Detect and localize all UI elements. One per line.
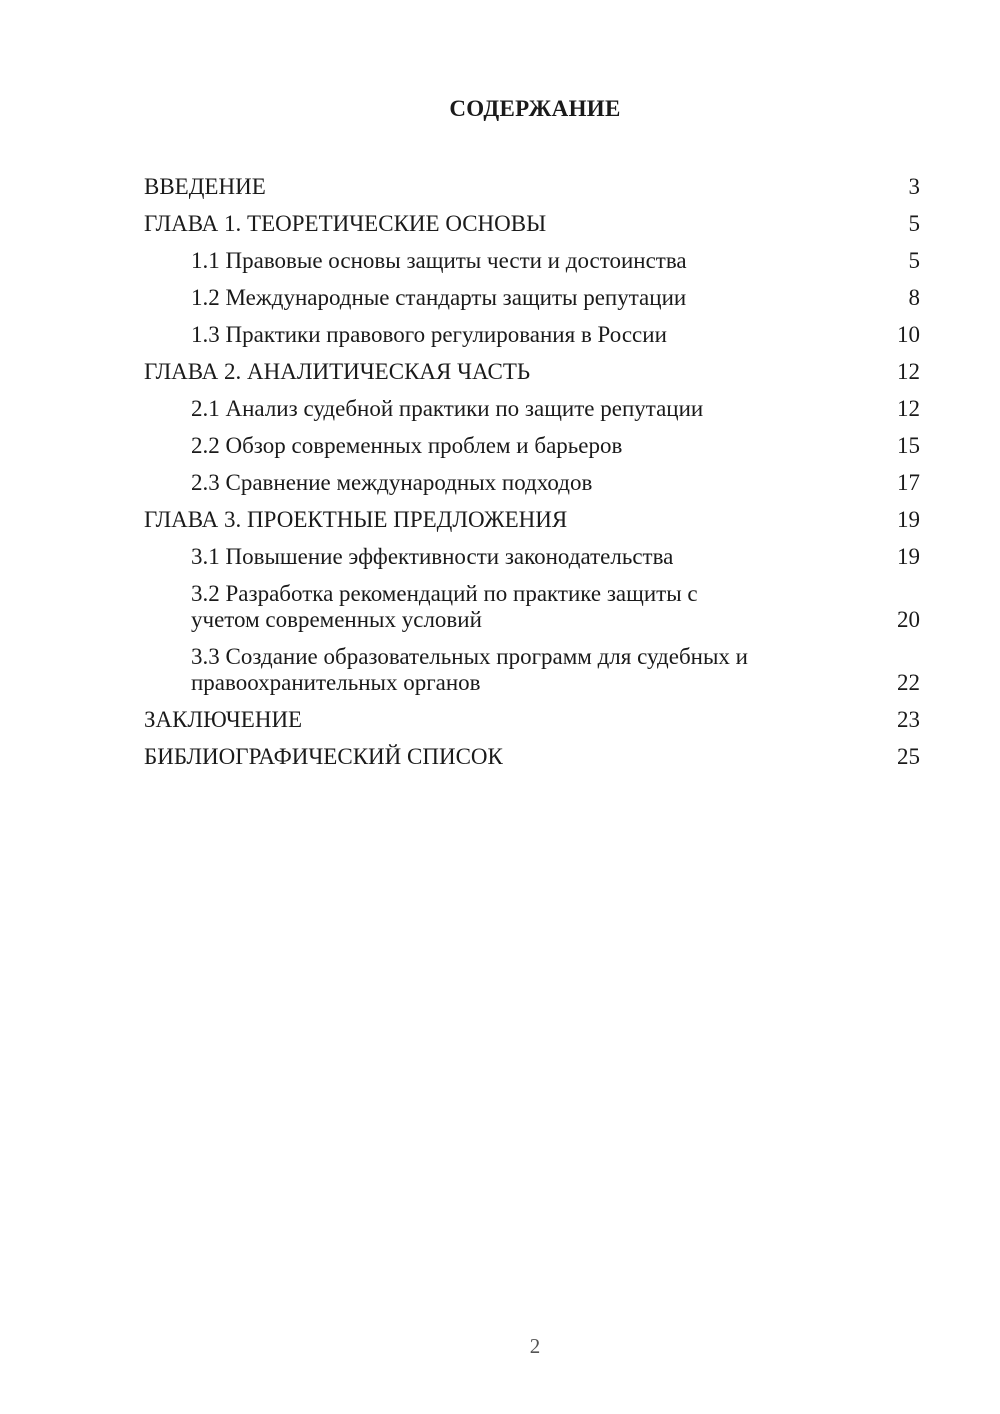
toc-entry-page: 19 (897, 544, 920, 569)
toc-entry-text: ВВЕДЕНИЕ (144, 174, 266, 199)
toc-entry-conclusion (144, 702, 920, 739)
toc-entry-chapter-2 (144, 354, 920, 391)
table-of-contents (144, 169, 920, 776)
toc-entry-text: ГЛАВА 2. АНАЛИТИЧЕСКАЯ ЧАСТЬ (144, 359, 531, 384)
toc-entry-page: 5 (908, 211, 920, 236)
toc-entry-section-3-2 (144, 576, 920, 639)
toc-entry-text: 1.1 Правовые основы защиты чести и достоинства (191, 248, 687, 273)
toc-title: СОДЕРЖАНИЕ (449, 96, 621, 121)
toc-entry-bibliography (144, 739, 920, 776)
toc-entry-page: 19 (897, 507, 920, 532)
toc-entry-section-1-3 (144, 317, 920, 354)
toc-entry-text: ГЛАВА 1. ТЕОРЕТИЧЕСКИЕ ОСНОВЫ (144, 211, 547, 236)
toc-entry-page: 12 (897, 396, 920, 421)
toc-entry-page: 8 (908, 285, 920, 310)
toc-entry-text: ЗАКЛЮЧЕНИЕ (144, 707, 303, 732)
toc-entry-text: 2.2 Обзор современных проблем и барьеров (191, 433, 623, 458)
toc-entry-page: 3 (908, 174, 920, 199)
toc-entry-section-2-3 (144, 465, 920, 502)
toc-entry-page: 12 (897, 359, 920, 384)
toc-entry-chapter-3 (144, 502, 920, 539)
toc-entry-page: 5 (908, 248, 920, 273)
toc-entry-text: 2.1 Анализ судебной практики по защите репутации (191, 396, 704, 421)
toc-entry-page: 17 (897, 470, 920, 495)
toc-entry-chapter-1 (144, 206, 920, 243)
toc-entry-section-1-1 (144, 243, 920, 280)
toc-entry-section-3-3 (144, 639, 920, 702)
toc-entry-section-3-1 (144, 539, 920, 576)
toc-entry-text: 3.2 Разработка рекомендаций по практике защиты с учетом современных условий (191, 581, 698, 632)
toc-entry-page: 22 (897, 670, 920, 695)
toc-entry-page: 10 (897, 322, 920, 347)
toc-entry-introduction (144, 169, 920, 206)
toc-entry-text: 1.2 Международные стандарты защиты репутации (191, 285, 687, 310)
toc-entry-text: ГЛАВА 3. ПРОЕКТНЫЕ ПРЕДЛОЖЕНИЯ (144, 507, 568, 532)
toc-entry-page: 20 (897, 607, 920, 632)
toc-entry-page: 15 (897, 433, 920, 458)
page-number: 2 (529, 1334, 541, 1358)
toc-entry-text: БИБЛИОГРАФИЧЕСКИЙ СПИСОК (144, 744, 503, 769)
toc-entry-text: 3.1 Повышение эффективности законодательства (191, 544, 674, 569)
toc-entry-page: 25 (897, 744, 920, 769)
toc-entry-text: 3.3 Создание образовательных программ для судебных и правоохранительных органов (191, 644, 748, 695)
toc-entry-text: 1.3 Практики правового регулирования в России (191, 322, 667, 347)
toc-entry-page: 23 (897, 707, 920, 732)
toc-entry-section-1-2 (144, 280, 920, 317)
toc-entry-section-2-1 (144, 391, 920, 428)
toc-entry-text: 2.3 Сравнение международных подходов (191, 470, 593, 495)
toc-entry-section-2-2 (144, 428, 920, 465)
